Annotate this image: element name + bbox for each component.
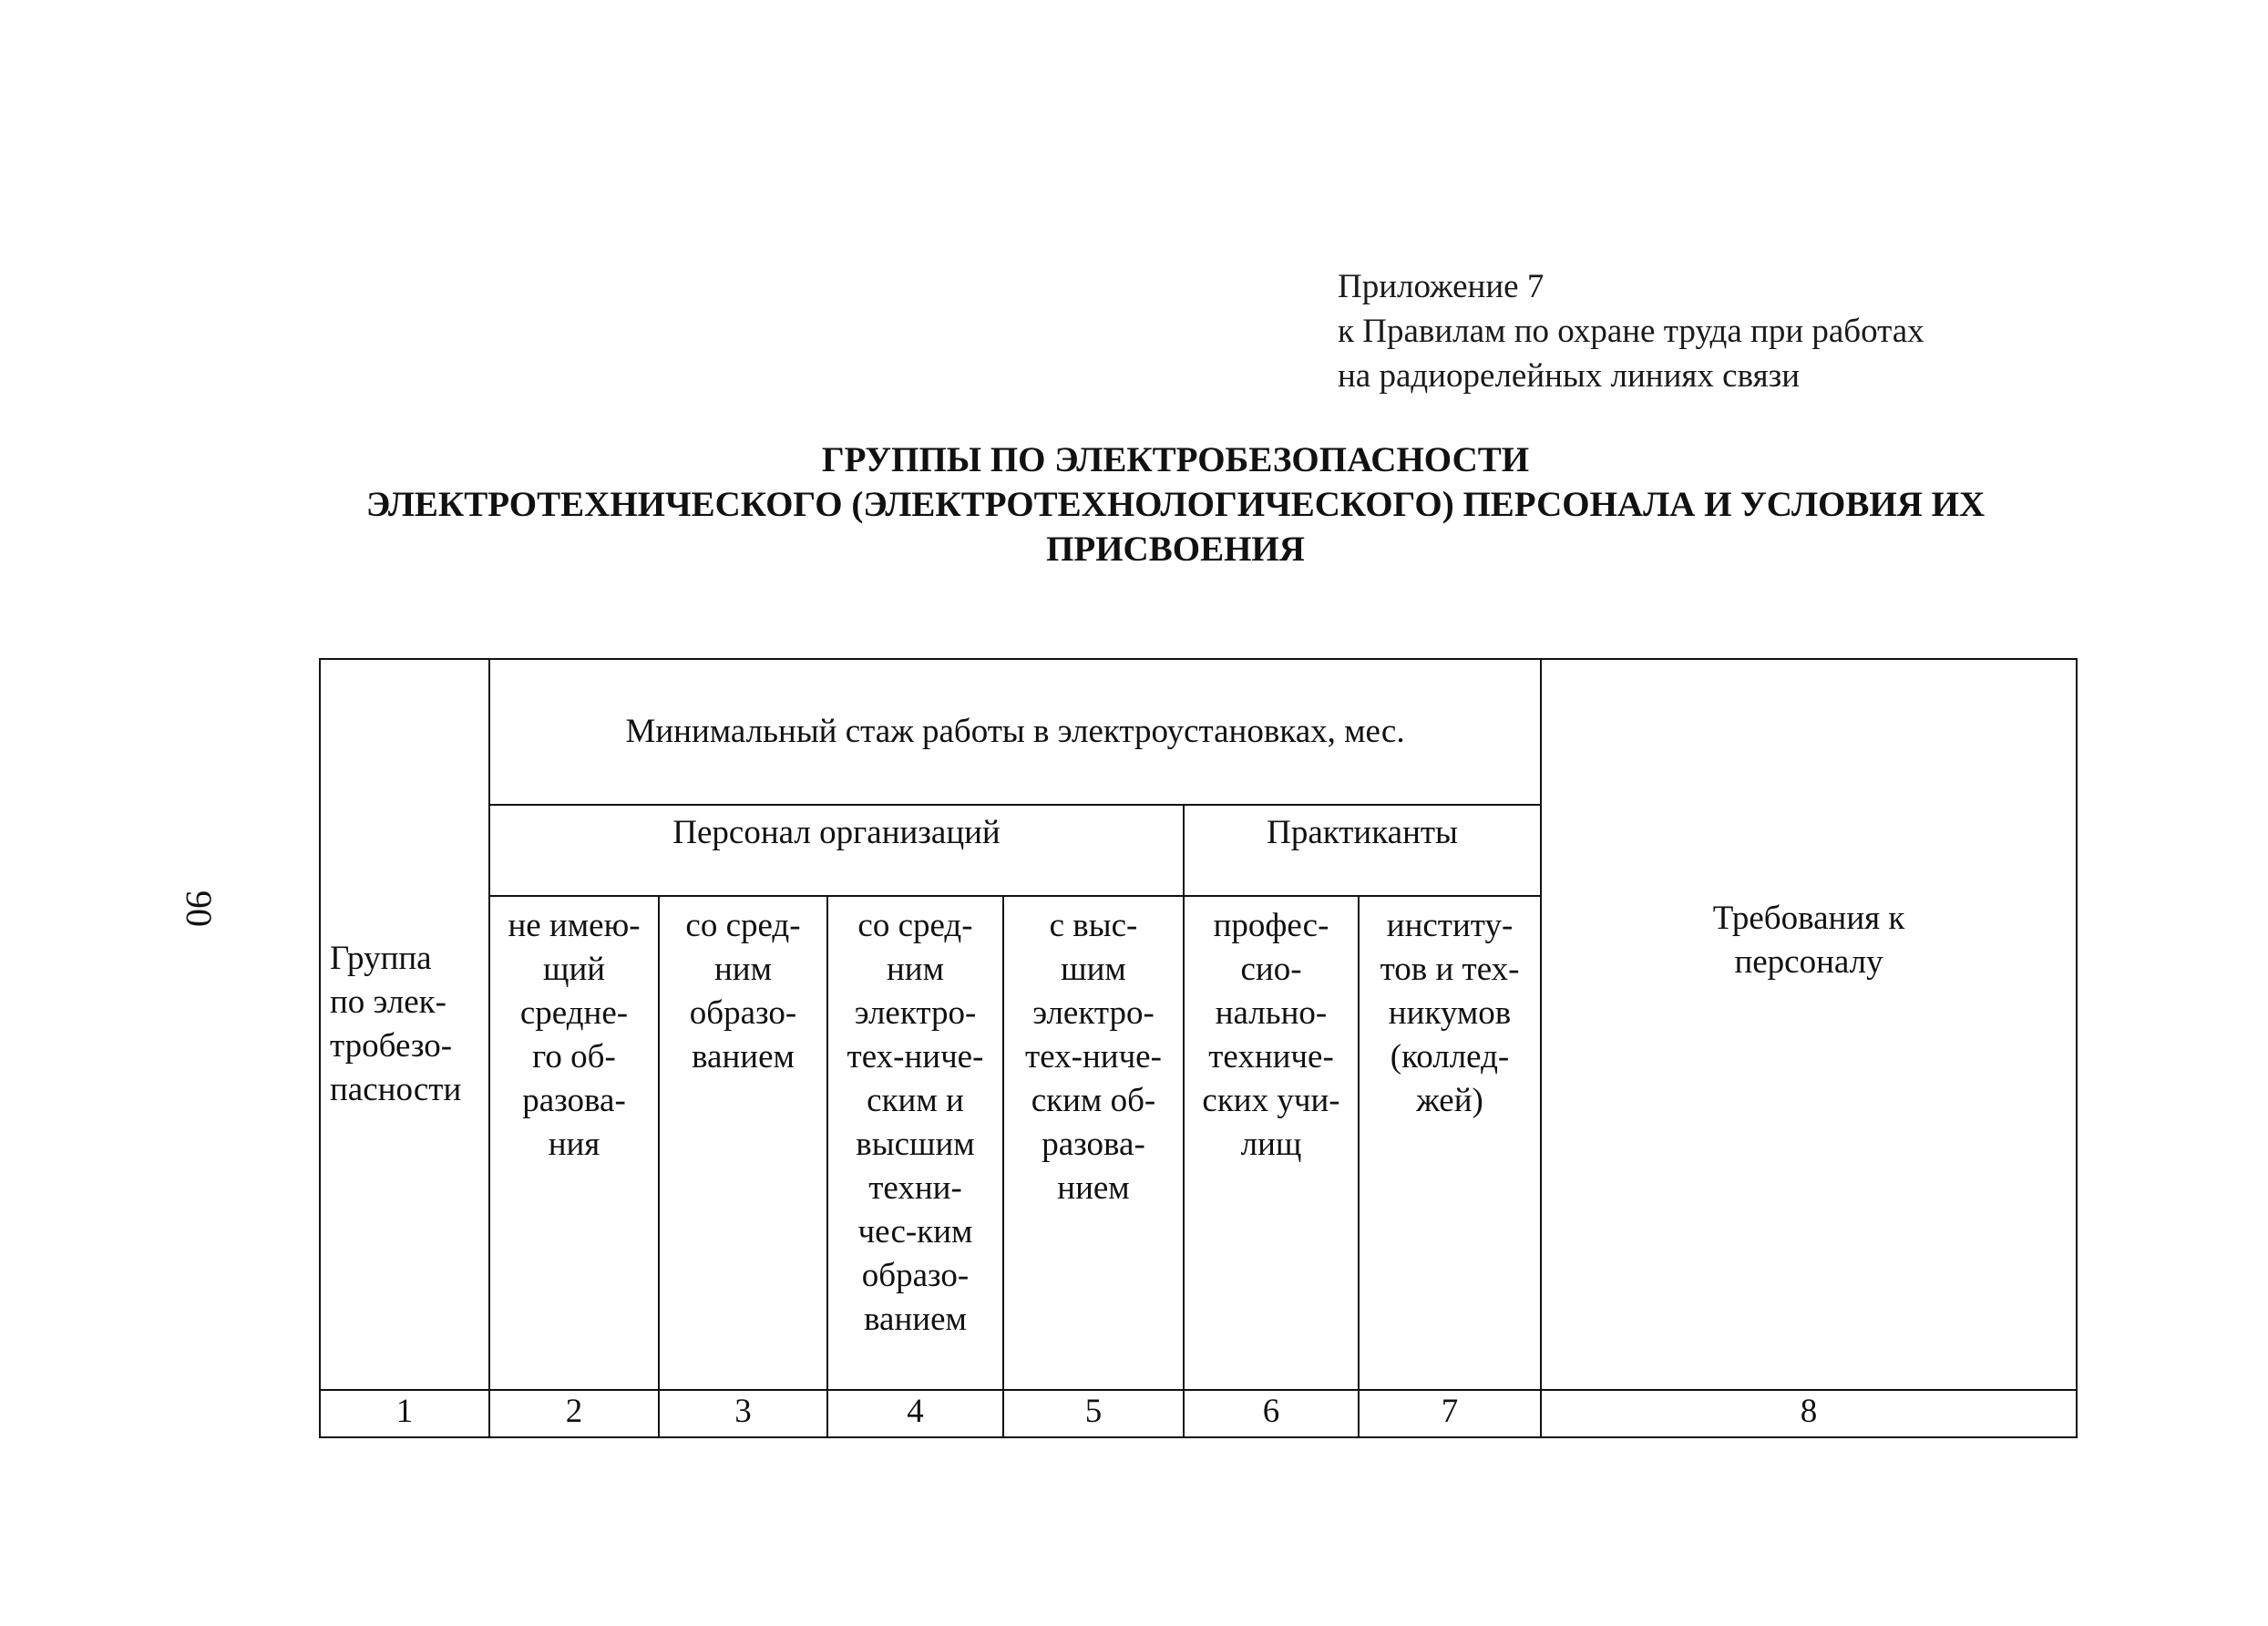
staff-header: Персонал организаций — [489, 805, 1184, 896]
column-number-cell: 1 — [320, 1390, 489, 1437]
column-numbers-row — [320, 1390, 2077, 1437]
column-number-cell: 4 — [827, 1390, 1003, 1437]
title-line-3: ПРИСВОЕНИЯ — [1046, 530, 1305, 569]
column-header-institutes-colleges: институ- тов и тех- никумов (коллед- жей) — [1359, 896, 1541, 1390]
column-number-cell: 3 — [659, 1390, 827, 1437]
page-number: 90 — [179, 890, 220, 927]
requirements-header: Требования к персоналу — [1541, 659, 2077, 1390]
column-number-cell: 6 — [1184, 1390, 1359, 1437]
appendix-line-1: Приложение 7 — [1338, 268, 1544, 305]
electrical-safety-groups-table — [319, 658, 2078, 1438]
column-header-no-secondary-education: не имею- щий средне- го об- разова- ния — [489, 896, 659, 1390]
column-number-cell: 5 — [1003, 1390, 1184, 1437]
group-column-header: Группа по элек- тробезо- пасности — [320, 659, 489, 1390]
column-number-cell: 2 — [489, 1390, 659, 1437]
column-header-higher-electrotechnical: с выс- шим электро- тех-ниче- ским об- разова- нием — [1003, 896, 1184, 1390]
appendix-reference — [1338, 264, 1924, 398]
column-header-secondary-electrotechnical: со сред- ним электро- тех-ниче- ским и высшим техни- чес-ким образо- ванием — [827, 896, 1003, 1390]
trainees-header: Практиканты — [1184, 805, 1541, 896]
column-header-secondary-education: со сред- ним образо- ванием — [659, 896, 827, 1390]
column-number-cell: 8 — [1541, 1390, 2077, 1437]
title-line-2: ЭЛЕКТРОТЕХНИЧЕСКОГО (ЭЛЕКТРОТЕХНОЛОГИЧЕСКОГО) ПЕРСОНАЛА И УСЛОВИЯ ИХ — [365, 485, 1986, 524]
column-header-vocational-schools: профес- сио- нально- техниче- ских учи- лищ — [1184, 896, 1359, 1390]
appendix-line-3: на радиорелейных линиях связи — [1338, 357, 1801, 395]
title-line-1: ГРУППЫ ПО ЭЛЕКТРОБЕЗОПАСНОСТИ — [821, 440, 1530, 479]
document-title — [273, 437, 2078, 571]
column-number-cell: 7 — [1359, 1390, 1541, 1437]
min-experience-header: Минимальный стаж работы в электроустановках, мес. — [489, 659, 1541, 805]
appendix-line-2: к Правилам по охране труда при работах — [1338, 313, 1924, 350]
